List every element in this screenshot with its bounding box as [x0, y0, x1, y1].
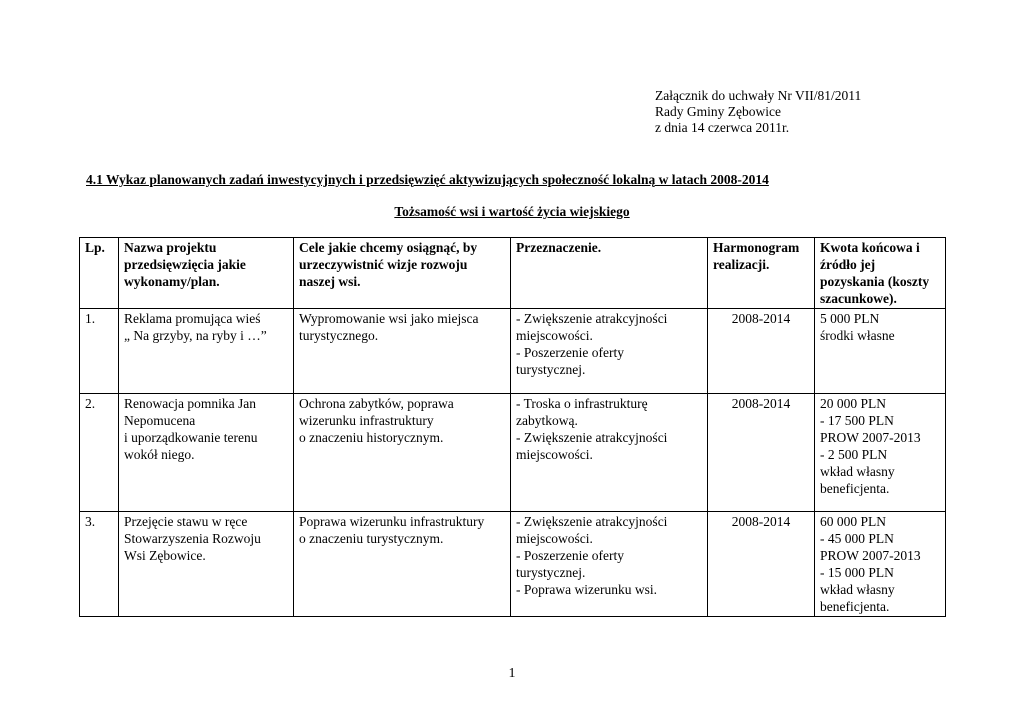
- header-amount: Kwota końcowa i źródło jej pozyskania (koszty szacunkowe).: [815, 238, 946, 309]
- cell-purpose-line: - Poprawa wizerunku wsi.: [516, 582, 657, 597]
- cell-amount-line: - 15 000 PLN: [820, 565, 894, 580]
- table-row: [80, 512, 946, 617]
- annex-note: [655, 88, 861, 136]
- cell-purpose-line: - Zwiększenie atrakcyjności: [516, 311, 668, 326]
- cell-name-line: Renowacja pomnika Jan: [124, 396, 256, 411]
- cell-name-line: i uporządkowanie terenu: [124, 430, 258, 445]
- cell-name: [119, 512, 294, 617]
- cell-name-line: wokół niego.: [124, 447, 195, 462]
- cell-goals-line: turystycznego.: [299, 328, 379, 343]
- cell-amount-line: beneficjenta.: [820, 481, 890, 496]
- cell-name-line: Stowarzyszenia Rozwoju: [124, 531, 261, 546]
- cell-name-line: Reklama promująca wieś: [124, 311, 261, 326]
- cell-purpose-line: miejscowości.: [516, 531, 593, 546]
- cell-name-line: „ Na grzyby, na ryby i …”: [124, 328, 267, 343]
- table-row: [80, 309, 946, 394]
- cell-goals: [294, 309, 511, 394]
- cell-purpose-line: - Zwiększenie atrakcyjności: [516, 430, 668, 445]
- table-header-row: [80, 238, 946, 309]
- cell-purpose: [511, 512, 708, 617]
- document-subtitle: Tożsamość wsi i wartość życia wiejskiego: [394, 204, 630, 219]
- cell-purpose-line: - Poszerzenie oferty: [516, 345, 624, 360]
- cell-goals-line: Wypromowanie wsi jako miejsca: [299, 311, 479, 326]
- header-purpose: Przeznaczenie.: [511, 238, 708, 309]
- cell-purpose-line: - Zwiększenie atrakcyjności: [516, 514, 668, 529]
- header-lp: Lp.: [80, 238, 119, 309]
- cell-purpose: [511, 394, 708, 512]
- cell-amount-line: wkład własny: [820, 582, 895, 597]
- cell-purpose: [511, 309, 708, 394]
- cell-amount-line: - 45 000 PLN: [820, 531, 894, 546]
- cell-purpose-line: - Poszerzenie oferty: [516, 548, 624, 563]
- cell-name-line: Nepomucena: [124, 413, 196, 428]
- cell-amount-line: 20 000 PLN: [820, 396, 887, 411]
- cell-schedule: 2008-2014: [708, 309, 815, 394]
- cell-goals-line: o znaczeniu historycznym.: [299, 430, 444, 445]
- cell-amount-line: 60 000 PLN: [820, 514, 887, 529]
- header-schedule: Harmonogram realizacji.: [708, 238, 815, 309]
- tasks-table: [79, 237, 946, 617]
- cell-purpose-line: miejscowości.: [516, 328, 593, 343]
- cell-schedule: 2008-2014: [708, 394, 815, 512]
- annex-line-2: Rady Gminy Zębowice: [655, 104, 781, 119]
- cell-name: [119, 309, 294, 394]
- cell-purpose-line: zabytkową.: [516, 413, 578, 428]
- cell-amount-line: środki własne: [820, 328, 895, 343]
- cell-goals: [294, 394, 511, 512]
- annex-line-3: z dnia 14 czerwca 2011r.: [655, 120, 790, 135]
- header-name: Nazwa projektu przedsięwzięcia jakie wykonamy/plan.: [119, 238, 294, 309]
- cell-amount: [815, 394, 946, 512]
- cell-goals-line: o znaczeniu turystycznym.: [299, 531, 444, 546]
- annex-line-1: Załącznik do uchwały Nr VII/81/2011: [655, 88, 862, 103]
- cell-amount-line: - 17 500 PLN: [820, 413, 894, 428]
- cell-goals-line: Ochrona zabytków, poprawa: [299, 396, 454, 411]
- document-title: 4.1 Wykaz planowanych zadań inwestycyjnych i przedsięwzięć aktywizujących społeczność lokalną w latach 2008-2014: [86, 172, 769, 187]
- cell-amount-line: 5 000 PLN: [820, 311, 880, 326]
- cell-purpose-line: turystycznej.: [516, 362, 586, 377]
- cell-lp: 2.: [80, 394, 119, 512]
- header-goals: Cele jakie chcemy osiągnąć, by urzeczywistnić wizje rozwoju naszej wsi.: [294, 238, 511, 309]
- page-number: 1: [508, 666, 516, 681]
- cell-amount: [815, 512, 946, 617]
- cell-amount-line: wkład własny: [820, 464, 895, 479]
- cell-goals-line: wizerunku infrastruktury: [299, 413, 434, 428]
- cell-amount-line: PROW 2007-2013: [820, 430, 921, 445]
- table-body: [80, 309, 946, 617]
- cell-lp: 1.: [80, 309, 119, 394]
- table-row: [80, 394, 946, 512]
- cell-amount-line: PROW 2007-2013: [820, 548, 921, 563]
- cell-goals: [294, 512, 511, 617]
- cell-amount-line: beneficjenta.: [820, 599, 890, 614]
- cell-purpose-line: turystycznej.: [516, 565, 586, 580]
- cell-lp: 3.: [80, 512, 119, 617]
- cell-purpose-line: miejscowości.: [516, 447, 593, 462]
- cell-name: [119, 394, 294, 512]
- cell-name-line: Wsi Zębowice.: [124, 548, 206, 563]
- cell-amount: [815, 309, 946, 394]
- cell-amount-line: - 2 500 PLN: [820, 447, 888, 462]
- cell-name-line: Przejęcie stawu w ręce: [124, 514, 248, 529]
- cell-purpose-line: - Troska o infrastrukturę: [516, 396, 648, 411]
- cell-schedule: 2008-2014: [708, 512, 815, 617]
- cell-goals-line: Poprawa wizerunku infrastruktury: [299, 514, 485, 529]
